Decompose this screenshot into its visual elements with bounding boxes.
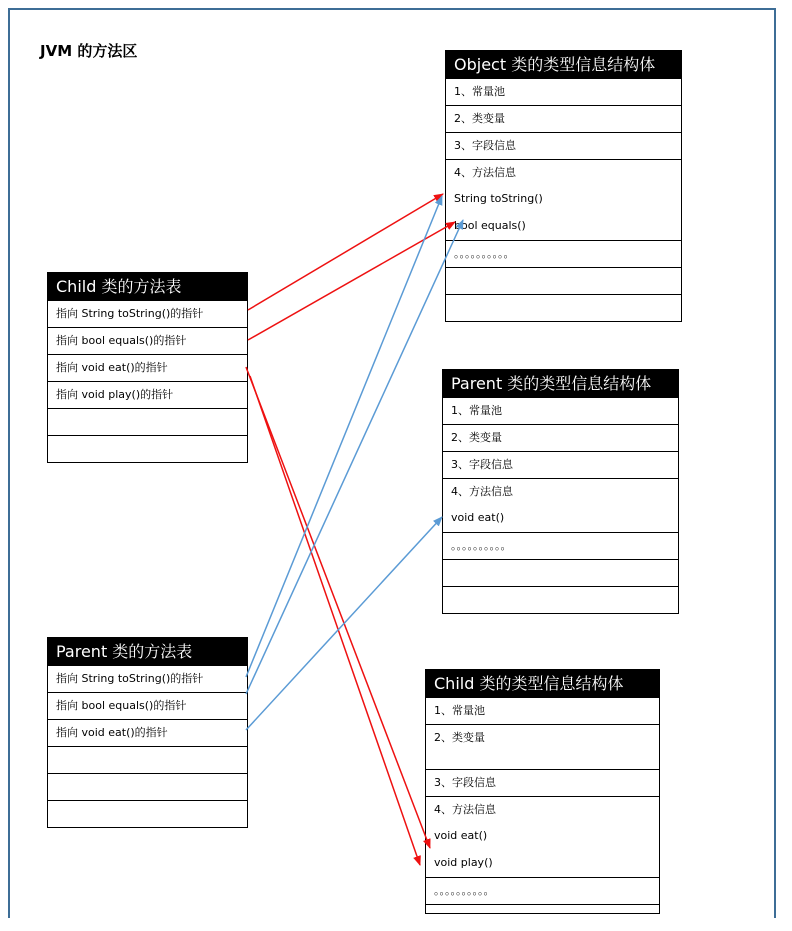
child-struct-row: void play() [434,856,493,869]
arrow-parent-tostring-to-object [246,196,442,677]
object-struct-row: bool equals() [454,219,526,232]
arrow-parent-eat-to-parent-struct [246,517,442,730]
child-struct-row: void eat() [434,829,488,842]
parent-table-row: 指向 String toString()的指针 [48,665,247,692]
child-table-row: 指向 bool equals()的指针 [48,327,247,354]
diagram-title: JVM 的方法区 [40,42,138,60]
arrow-child-play-to-child-struct [250,376,420,865]
child-struct-header: Child 类的类型信息结构体 [426,670,659,697]
child-table-row: 指向 void eat()的指针 [48,354,247,381]
object-struct-row: 4、方法信息 [446,159,681,186]
parent-table-header: Parent 类的方法表 [48,638,247,665]
parent-struct-row: 2、类变量 [443,424,678,451]
parent-table-row: 指向 void eat()的指针 [48,719,247,746]
parent-struct-row: 4、方法信息 [443,478,678,505]
object-struct-row: 3、字段信息 [446,132,681,159]
parent-table-row: 指向 bool equals()的指针 [48,692,247,719]
object-struct-header: Object 类的类型信息结构体 [446,51,681,78]
child-struct-row: 1、常量池 [426,697,659,724]
parent-struct-row: void eat() [451,511,505,524]
child-struct-row: 。。。。。。。。。。 [426,877,659,904]
child-table-row: 指向 void play()的指针 [48,381,247,408]
parent-struct-row: 3、字段信息 [443,451,678,478]
child-struct-row: 3、字段信息 [426,769,659,796]
child-struct-row: 4、方法信息 [426,796,659,823]
object-struct-row: 1、常量池 [446,78,681,105]
arrow-child-tostring-to-object [248,194,443,310]
object-struct-row: 2、类变量 [446,105,681,132]
parent-struct-row: 1、常量池 [443,397,678,424]
child-table-header: Child 类的方法表 [48,273,247,300]
child-struct-row: 2、类变量 [426,724,659,769]
object-struct-row: 。。。。。。。。。。 [446,240,681,267]
object-struct-row: String toString() [454,192,543,205]
parent-struct-row: 。。。。。。。。。。 [443,532,678,559]
parent-struct-header: Parent 类的类型信息结构体 [443,370,678,397]
child-table-row: 指向 String toString()的指针 [48,300,247,327]
